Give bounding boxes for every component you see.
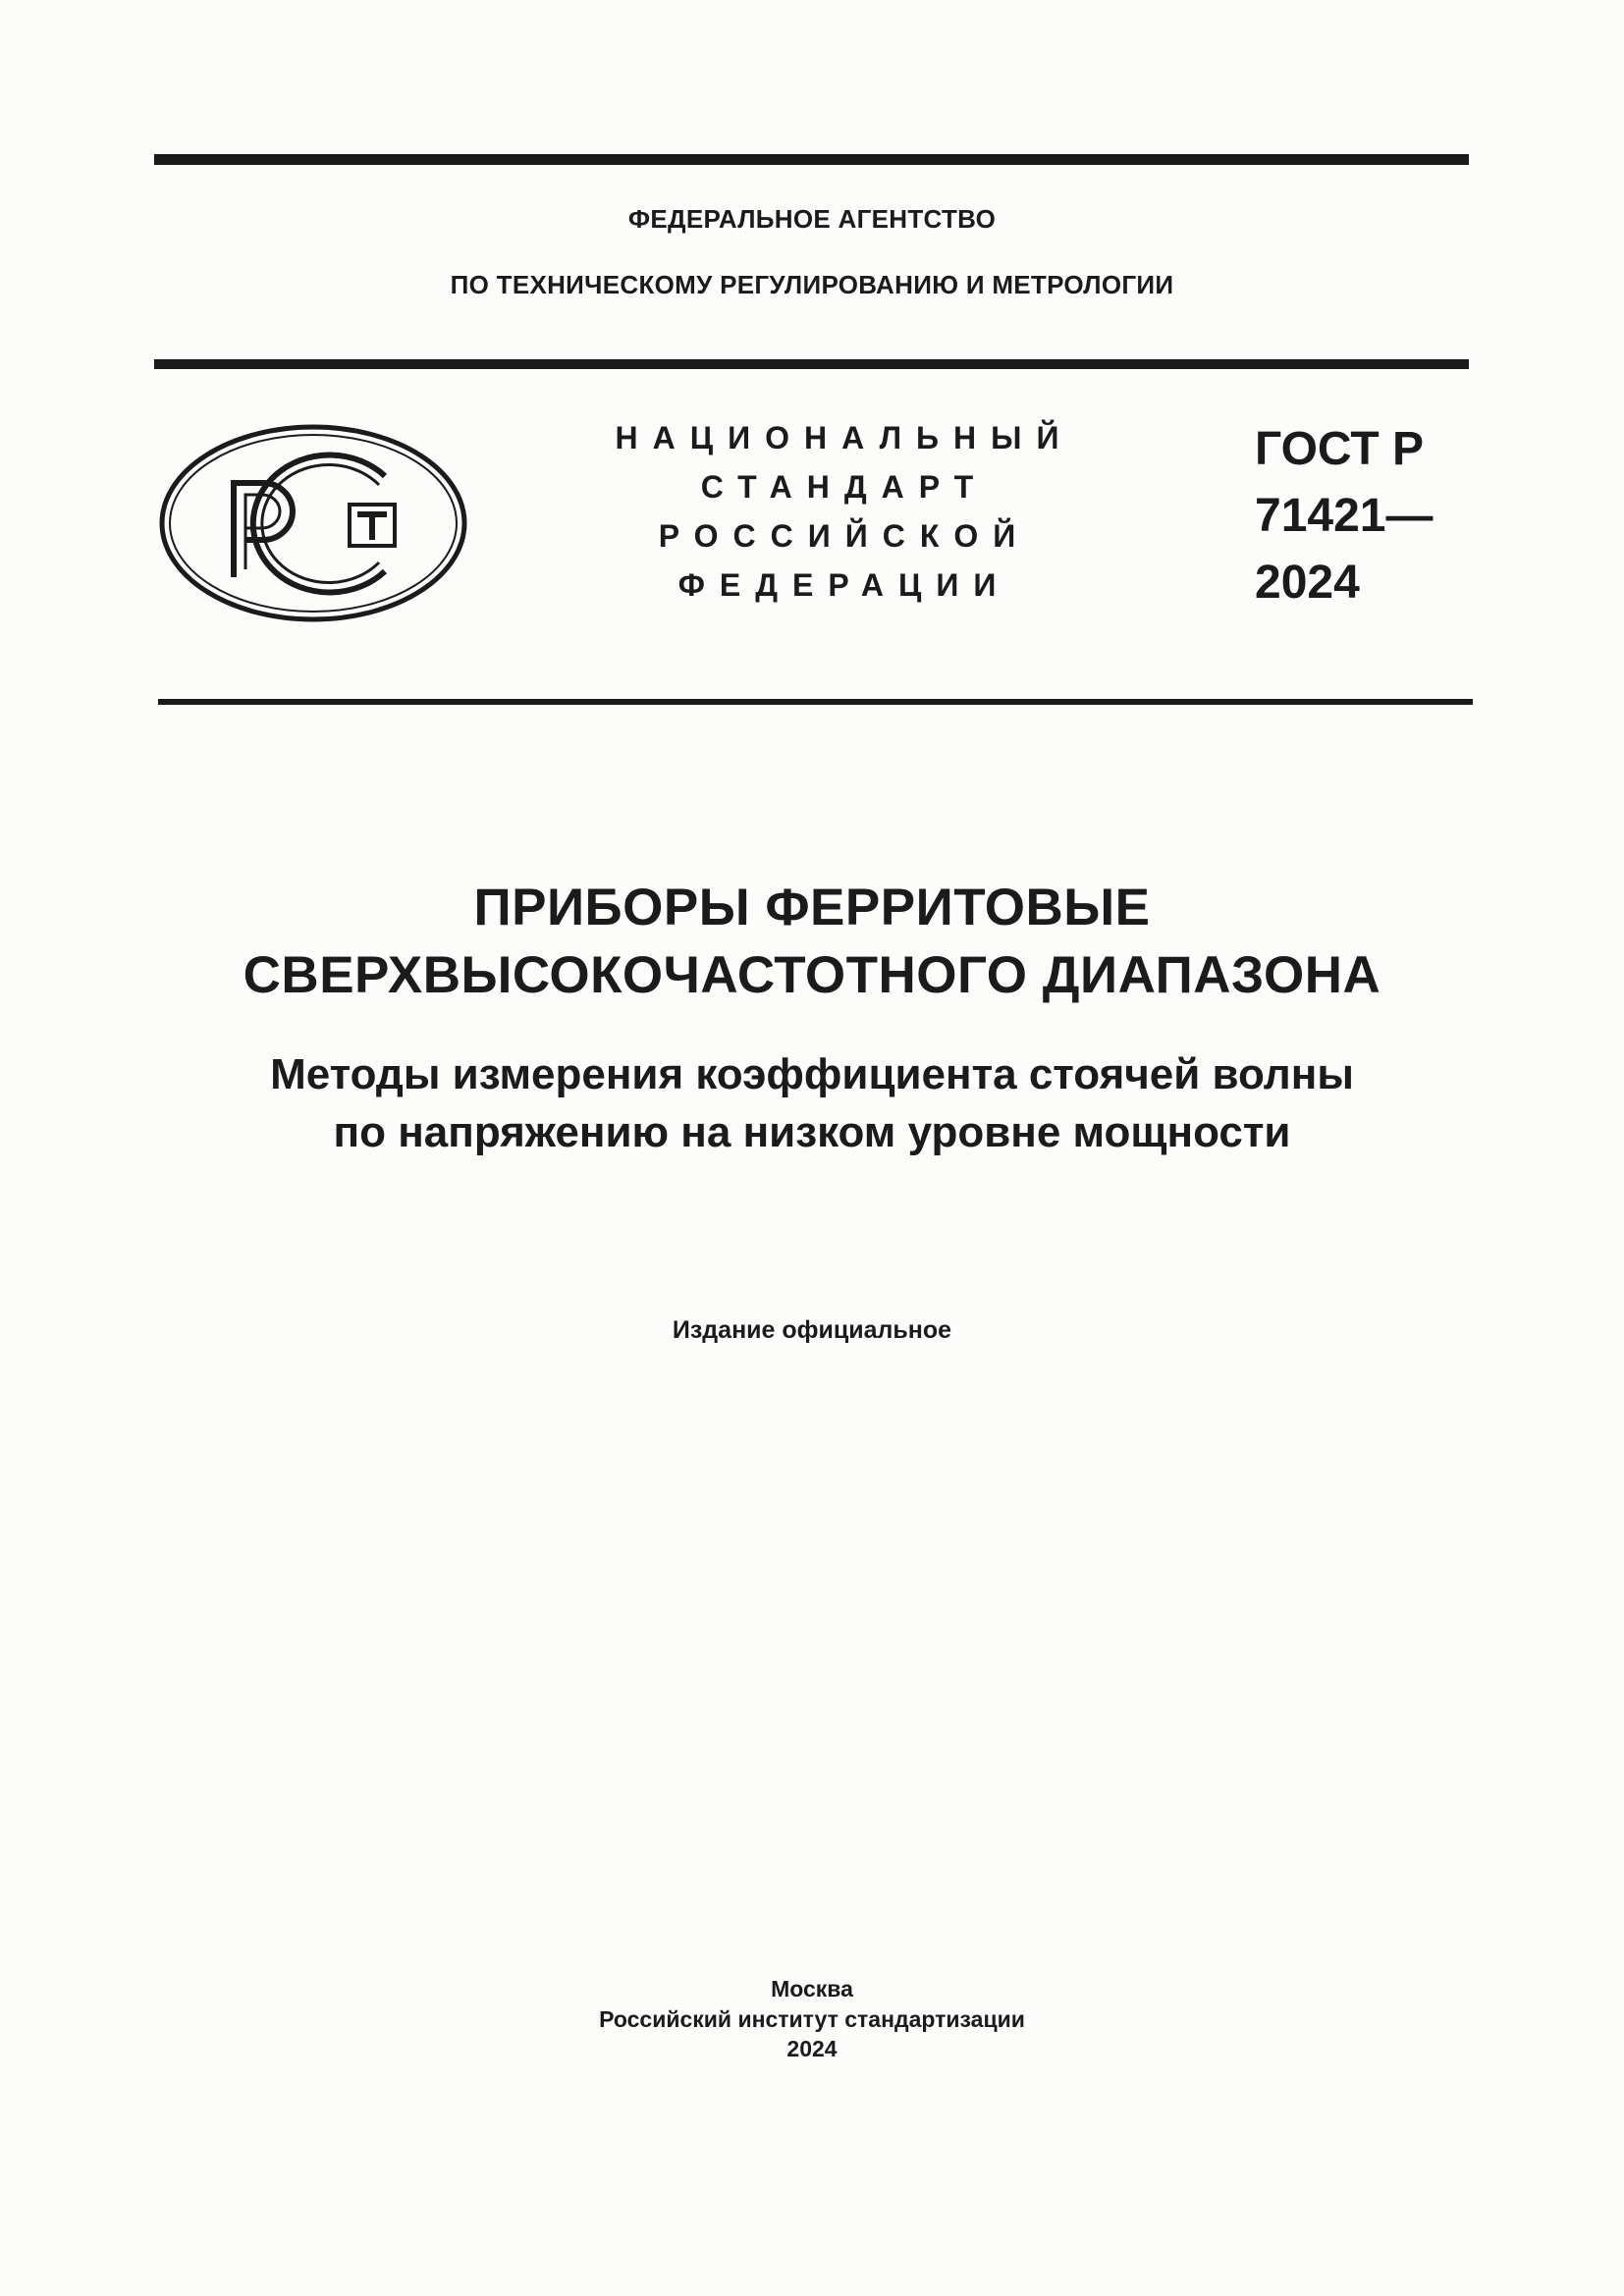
standard-designation-line-1: ГОСТ Р bbox=[1255, 423, 1425, 475]
standard-label-line-4: ФЕДЕРАЦИИ bbox=[677, 567, 1011, 603]
standard-label-line-2: СТАНДАРТ bbox=[700, 469, 989, 505]
middle-divider bbox=[154, 359, 1469, 369]
rst-certification-mark-icon bbox=[157, 422, 469, 624]
edition-label: Издание официальное bbox=[672, 1316, 952, 1344]
standard-label-line-3: РОССИЙСКОЙ bbox=[658, 518, 1031, 554]
standard-label-line-1: НАЦИОНАЛЬНЫЙ bbox=[615, 420, 1074, 455]
top-divider bbox=[154, 154, 1469, 165]
document-title-line-1: ПРИБОРЫ ФЕРРИТОВЫЕ bbox=[473, 879, 1151, 936]
standard-designation-line-3: 2024 bbox=[1255, 557, 1360, 609]
imprint-city: Москва bbox=[771, 1976, 853, 2002]
bottom-divider bbox=[158, 699, 1473, 705]
imprint-publisher: Российский институт стандартизации bbox=[599, 2006, 1025, 2032]
document-title-line-2: СВЕРХВЫСОКОЧАСТОТНОГО ДИАПАЗОНА bbox=[243, 946, 1381, 1004]
standard-designation-line-2: 71421— bbox=[1255, 490, 1434, 542]
agency-title-line-2: ПО ТЕХНИЧЕСКОМУ РЕГУЛИРОВАНИЮ И МЕТРОЛОГИИ bbox=[450, 270, 1174, 299]
imprint-year: 2024 bbox=[786, 2036, 838, 2061]
document-subtitle-line-1: Методы измерения коэффициента стоячей волны bbox=[270, 1050, 1354, 1098]
agency-title-line-1: ФЕДЕРАЛЬНОЕ АГЕНТСТВО bbox=[627, 204, 997, 234]
document-subtitle-line-2: по напряжению на низком уровне мощности bbox=[333, 1108, 1291, 1156]
